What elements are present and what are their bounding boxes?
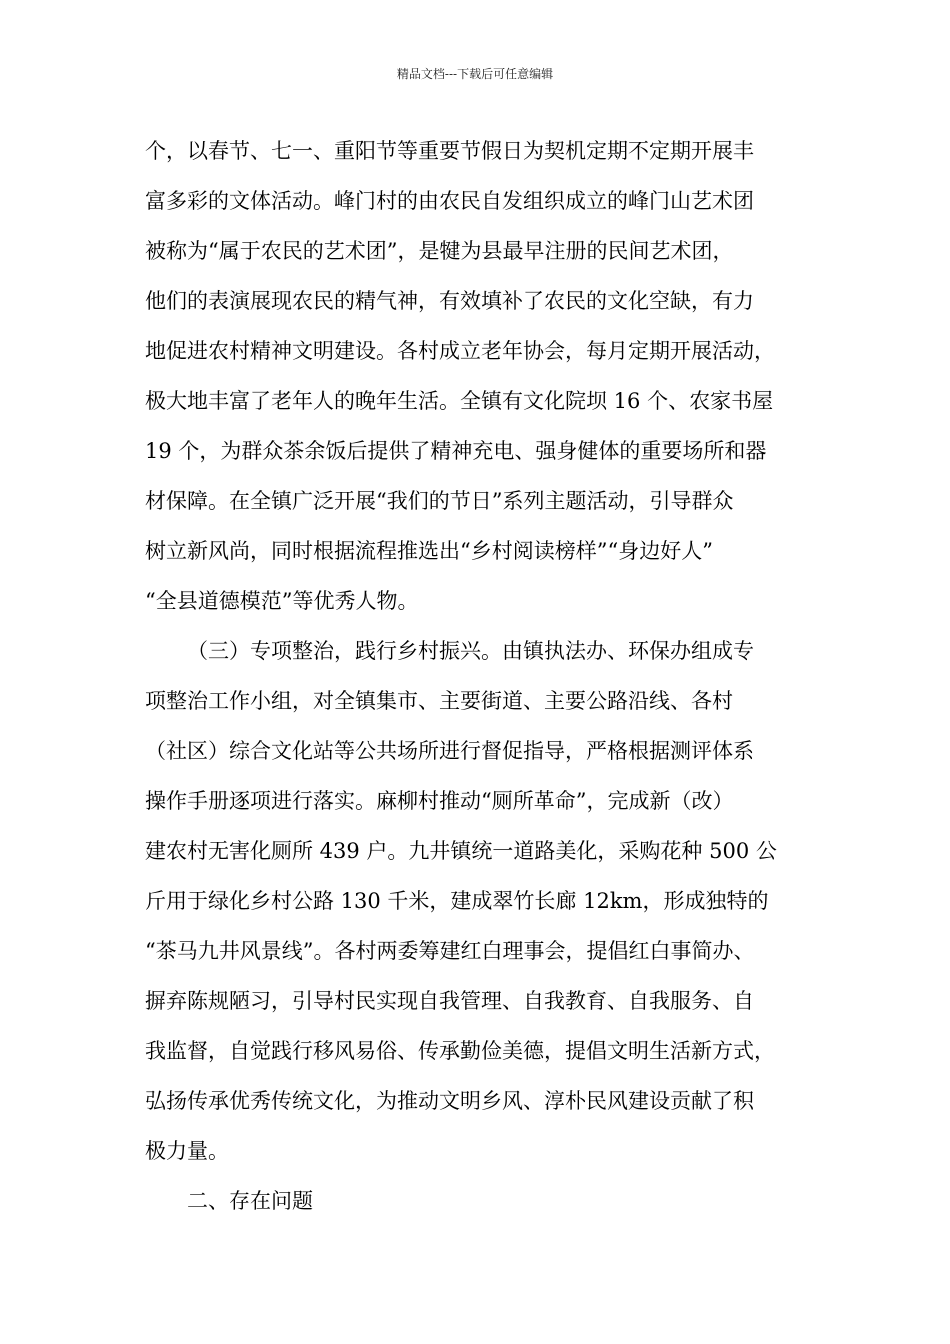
paragraph-line: 树立新风尚，同时根据流程推选出“乡村阅读榜样”“身边好人”	[145, 539, 713, 563]
section-heading-line: （三）专项整治，践行乡村振兴。由镇执法办、环保办组成专	[187, 639, 754, 663]
paragraph-line: 材保障。在全镇广泛开展“我们的节日”系列主题活动，引导群众	[145, 489, 734, 513]
paragraph-line: “茶马九井风景线”。各村两委筹建红白理事会，提倡红白事简办、	[145, 939, 755, 963]
paragraph-line: 地促进农村精神文明建设。各村成立老年协会，每月定期开展活动，	[145, 339, 775, 363]
section-heading: 二、存在问题	[187, 1189, 313, 1213]
paragraph-line: 建农村无害化厕所 439 户。九井镇统一道路美化，采购花种 500 公	[145, 839, 777, 863]
paragraph-line: 我监督，自觉践行移风易俗、传承勤俭美德，提倡文明生活新方式，	[145, 1039, 775, 1063]
paragraph-line: 19 个，为群众茶余饭后提供了精神充电、强身健体的重要场所和器	[145, 439, 767, 463]
paragraph-line: 弘扬传承优秀传统文化，为推动文明乡风、淳朴民风建设贡献了积	[145, 1089, 754, 1113]
page-header: 精品文档---下载后可任意编辑	[396, 67, 554, 81]
paragraph-line: 摒弃陈规陋习，引导村民实现自我管理、自我教育、自我服务、自	[145, 989, 754, 1013]
paragraph-line: 他们的表演展现农民的精气神，有效填补了农民的文化空缺，有力	[145, 289, 754, 313]
paragraph-line: 极大地丰富了老年人的晚年生活。全镇有文化院坝 16 个、农家书屋	[145, 389, 774, 413]
paragraph-line: 富多彩的文体活动。峰门村的由农民自发组织成立的峰门山艺术团	[145, 189, 754, 213]
paragraph-line: “全县道德模范”等优秀人物。	[145, 589, 419, 613]
paragraph-line: 被称为“属于农民的艺术团”，是犍为县最早注册的民间艺术团，	[145, 239, 734, 263]
paragraph-line: 项整治工作小组，对全镇集市、主要街道、主要公路沿线、各村	[145, 689, 733, 713]
paragraph-line: 斤用于绿化乡村公路 130 千米，建成翠竹长廊 12km，形成独特的	[145, 889, 769, 913]
paragraph-line: （社区）综合文化站等公共场所进行督促指导，严格根据测评体系	[145, 739, 754, 763]
paragraph-line: 操作手册逐项进行落实。麻柳村推动“厕所革命”，完成新（改）	[145, 789, 734, 813]
paragraph-line: 个，以春节、七一、重阳节等重要节假日为契机定期不定期开展丰	[145, 139, 754, 163]
paragraph-line: 极力量。	[145, 1139, 229, 1163]
